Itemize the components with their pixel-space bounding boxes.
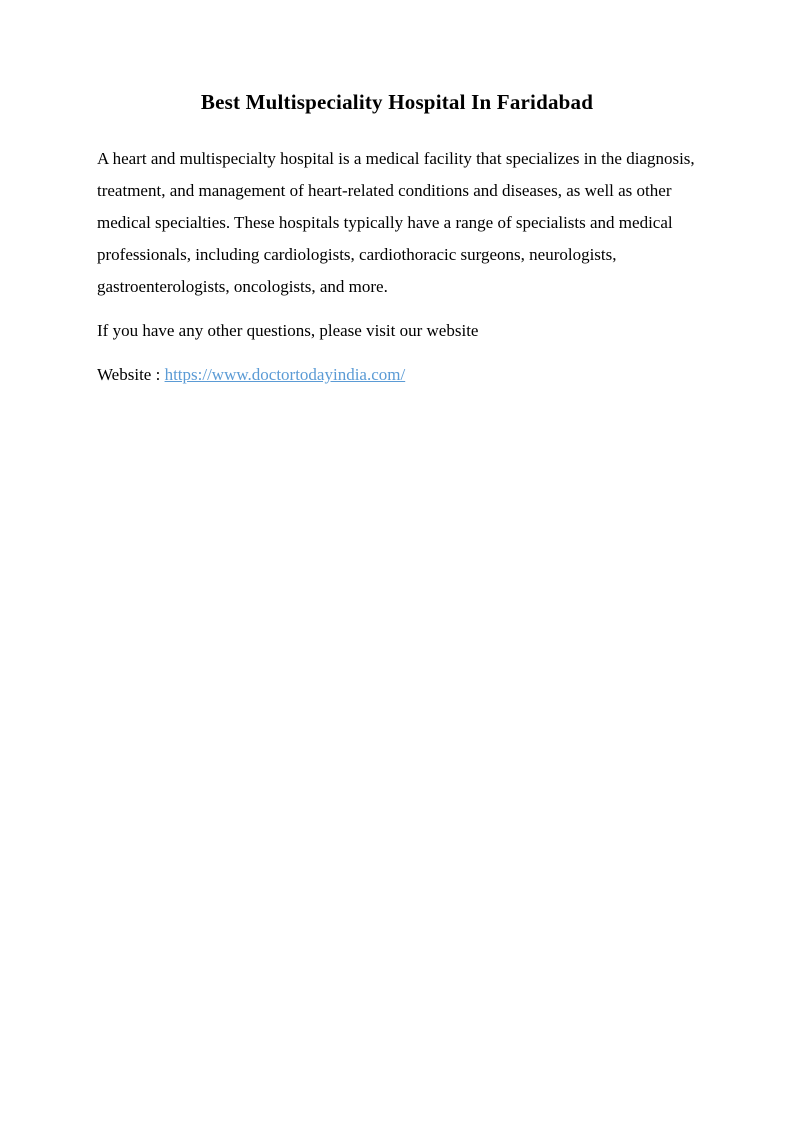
website-line xyxy=(97,359,697,391)
page-title: Best Multispeciality Hospital In Faridabad xyxy=(200,90,594,114)
questions-paragraph: If you have any other questions, please visit our website xyxy=(97,321,479,340)
website-link[interactable]: https://www.doctortodayindia.com/ xyxy=(164,365,406,384)
intro-paragraph: A heart and multispecialty hospital is a medical facility that specializes in the diagnosis, treatment, and management of heart-related conditions and diseases, as well as other medical specialties. These hospitals typically have a range of specialists and medical professionals, including cardiologists, cardiothoracic surgeons, neurologists, gastroenterologists, oncologists, and more. xyxy=(97,149,695,296)
website-label: Website : xyxy=(97,365,165,384)
